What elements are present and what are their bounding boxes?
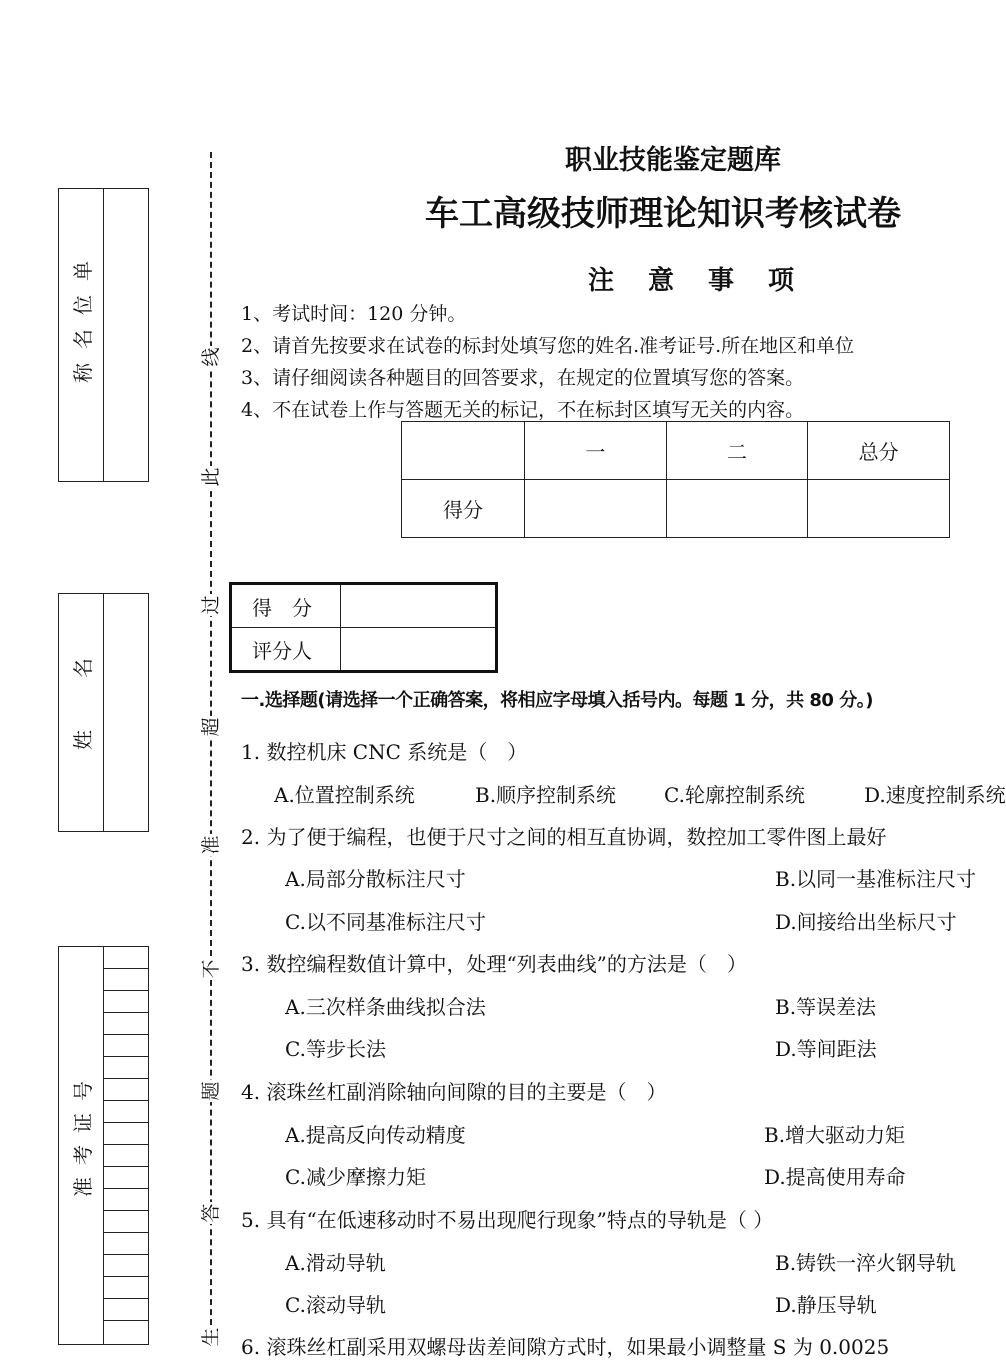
question-4-stem: 4. 滚珠丝杠副消除轴向间隙的目的主要是（ ） (241, 1080, 667, 1104)
question-3-option-b[interactable]: B.等误差法 (775, 995, 877, 1019)
score-cell-part1[interactable] (525, 480, 667, 538)
question-4-option-b[interactable]: B.增大驱动力矩 (764, 1123, 906, 1147)
score-header-part2: 二 (666, 422, 808, 480)
seal-char-chao: 超 (200, 717, 222, 737)
notice-title: 注意事项 (588, 266, 829, 296)
question-1-option-d[interactable]: D.速度控制系统 (864, 783, 1006, 807)
question-5-option-c[interactable]: C.滚动导轨 (285, 1293, 386, 1317)
seal-line (210, 152, 212, 1345)
seal-char-bu: 不 (200, 959, 222, 979)
name-label: 名 姓 (71, 658, 95, 750)
grader-box (229, 582, 498, 673)
grader-score-label: 得 分 (231, 584, 341, 628)
question-3-option-c[interactable]: C.等步长法 (285, 1037, 386, 1061)
score-header-part1: 一 (525, 422, 667, 480)
score-row-label: 得分 (402, 480, 525, 538)
question-2-option-d[interactable]: D.间接给出坐标尺寸 (775, 910, 957, 934)
notice-item-4: 4、不在试卷上作与答题无关的标记，不在标封区填写无关的内容。 (241, 399, 805, 421)
score-table-corner (402, 422, 525, 480)
question-5-option-d[interactable]: D.静压导轨 (775, 1293, 877, 1317)
question-1-option-b[interactable]: B.顺序控制系统 (475, 783, 617, 807)
grader-score-cell[interactable] (341, 584, 497, 628)
question-3-stem: 3. 数控编程数值计算中，处理“列表曲线”的方法是（ ） (241, 952, 747, 976)
score-table (401, 421, 950, 538)
exam-number-label: 号 证 考 准 (71, 1081, 95, 1197)
question-bank-title: 职业技能鉴定题库 (565, 145, 781, 176)
question-1-option-c[interactable]: C.轮廓控制系统 (664, 783, 805, 807)
question-4-option-c[interactable]: C.减少摩擦力矩 (285, 1165, 426, 1189)
unit-name-label: 单 位 名 称 (71, 261, 95, 383)
question-2-option-a[interactable]: A.局部分散标注尺寸 (285, 867, 466, 891)
question-2-option-b[interactable]: B.以同一基准标注尺寸 (775, 867, 977, 891)
question-5-stem: 5. 具有“在低速移动时不易出现爬行现象”特点的导轨是（ ） (241, 1208, 774, 1232)
question-2-option-c[interactable]: C.以不同基准标注尺寸 (285, 910, 486, 934)
question-5-option-b[interactable]: B.铸铁一淬火钢导轨 (775, 1251, 957, 1275)
question-4-option-d[interactable]: D.提高使用寿命 (764, 1165, 906, 1189)
seal-char-ci: 此 (200, 467, 222, 487)
question-4-option-a[interactable]: A.提高反向传动精度 (285, 1123, 466, 1147)
seal-char-guo: 过 (200, 595, 222, 615)
section-heading: 一.选择题(请选择一个正确答案，将相应字母填入括号内。每题 1 分，共 80 分。) (241, 690, 873, 711)
exam-number-field[interactable] (58, 946, 149, 1345)
question-3-option-d[interactable]: D.等间距法 (775, 1037, 877, 1061)
name-field[interactable] (58, 593, 149, 832)
score-cell-total[interactable] (808, 480, 950, 538)
notice-item-1: 1、考试时间：120 分钟。 (241, 303, 467, 325)
score-header-total: 总分 (808, 422, 950, 480)
exam-title: 车工高级技师理论知识考核试卷 (425, 194, 901, 234)
question-2-stem: 2. 为了便于编程，也便于尺寸之间的相互直协调，数控加工零件图上最好 (241, 825, 887, 849)
question-1-option-a[interactable]: A.位置控制系统 (274, 783, 415, 807)
seal-char-sheng: 生 (200, 1327, 222, 1347)
question-6-stem: 6. 滚珠丝杠副采用双螺母齿差间隙方式时，如果最小调整量 S 为 0.0025 (241, 1335, 890, 1359)
exam-number-grid[interactable] (104, 947, 148, 1344)
seal-char-zhun: 准 (200, 835, 222, 855)
seal-char-xian: 线 (200, 347, 222, 367)
grader-name-label: 评分人 (231, 628, 341, 672)
question-5-option-a[interactable]: A.滑动导轨 (285, 1251, 386, 1275)
score-cell-part2[interactable] (666, 480, 808, 538)
grader-name-cell[interactable] (341, 628, 497, 672)
unit-name-field[interactable] (58, 188, 149, 482)
question-3-option-a[interactable]: A.三次样条曲线拟合法 (285, 995, 486, 1019)
seal-char-ti: 题 (200, 1081, 222, 1101)
notice-item-2: 2、请首先按要求在试卷的标封处填写您的姓名.准考证号.所在地区和单位 (241, 335, 855, 357)
notice-item-3: 3、请仔细阅读各种题目的回答要求，在规定的位置填写您的答案。 (241, 367, 805, 389)
question-1-stem: 1. 数控机床 CNC 系统是（ ） (241, 740, 528, 764)
seal-char-da: 答 (200, 1203, 222, 1223)
